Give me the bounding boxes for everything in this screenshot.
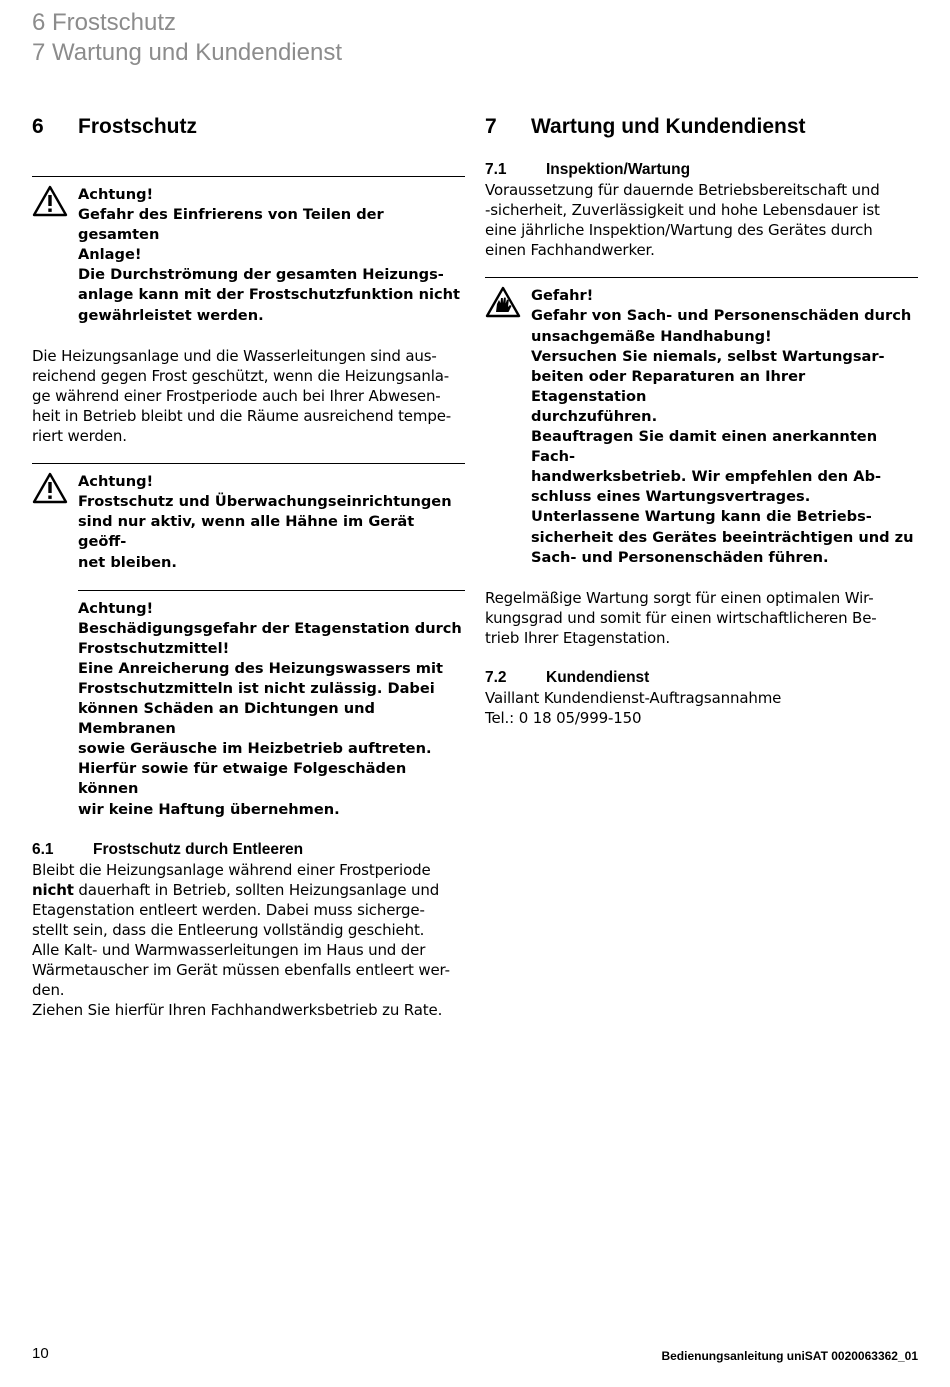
warning-line: gewährleistet werden. bbox=[78, 306, 264, 324]
warning-line: Eine Anreicherung des Heizungswassers mit bbox=[78, 659, 443, 677]
danger-line: beiten oder Reparaturen an Ihrer Etagenstation bbox=[531, 367, 806, 405]
section-7-heading bbox=[485, 114, 918, 140]
warning-line: Achtung! bbox=[78, 473, 154, 491]
warning-line: sowie Geräusche im Heizbetrieb auftreten. bbox=[78, 740, 432, 758]
section-7-2-heading bbox=[485, 668, 918, 688]
danger-line: Gefahr von Sach- und Personenschäden durch bbox=[531, 307, 912, 325]
warning-triangle-icon bbox=[32, 185, 78, 326]
text-line: Etagenstation entleert werden. Dabei muss sicherge- bbox=[32, 900, 425, 919]
text-line: riert werden. bbox=[32, 427, 127, 446]
danger-line: Sach- und Personenschäden führen. bbox=[531, 548, 829, 566]
danger-line: Unterlassene Wartung kann die Betriebs- bbox=[531, 508, 872, 526]
section-6-1-number: 6.1 bbox=[32, 840, 54, 858]
danger-line: unsachgemäße Handhabung! bbox=[531, 327, 772, 345]
section-7-2-number: 7.2 bbox=[485, 668, 507, 686]
running-header-line-1: 6 Frostschutz bbox=[32, 9, 177, 36]
danger-line: Gefahr! bbox=[531, 287, 594, 305]
warning-line: Frostschutzmitteln ist nicht zulässig. Dabei bbox=[78, 679, 435, 697]
warning-box-frost bbox=[32, 176, 465, 326]
text-line: ge während einer Frostperiode auch bei Ihrer Abwesen- bbox=[32, 386, 441, 405]
warning-line: Die Durchströmung der gesamten Heizungs- bbox=[78, 266, 444, 284]
section-6-1-title: Frostschutz durch Entleeren bbox=[93, 840, 304, 858]
frost-paragraph bbox=[32, 346, 465, 446]
text-line: Alle Kalt- und Warmwasserleitungen im Haus und der bbox=[32, 941, 426, 959]
text-line: Vaillant Kundendienst-Auftragsannahme bbox=[485, 688, 782, 707]
maintenance-paragraph bbox=[485, 588, 918, 648]
text-line: einen Fachhandwerker. bbox=[485, 241, 655, 260]
section-6-heading bbox=[32, 114, 465, 140]
text-line: -sicherheit, Zuverlässigkeit und hohe Lebensdauer ist bbox=[485, 201, 880, 220]
warning-line: wir keine Haftung übernehmen. bbox=[78, 800, 340, 818]
inspection-paragraph bbox=[485, 180, 918, 260]
left-column bbox=[32, 114, 465, 1020]
hand-danger-icon bbox=[485, 286, 531, 567]
bold-word: nicht bbox=[32, 880, 74, 899]
text-line: Bleibt die Heizungsanlage während einer Frostperiode bbox=[32, 860, 431, 879]
document-id: Bedienungsanleitung uniSAT 0020063362_01 bbox=[661, 1349, 918, 1363]
drain-paragraph bbox=[32, 860, 465, 1021]
text-line: reichend gegen Frost geschützt, wenn die Heizungsanla- bbox=[32, 366, 450, 385]
warning-line: Gefahr des Einfrierens von Teilen der gesamten bbox=[78, 206, 384, 244]
right-column bbox=[485, 114, 918, 728]
text-line: Wärmetauscher im Gerät müssen ebenfalls entleert wer- bbox=[32, 961, 450, 980]
text-line: stellt sein, dass die Entleerung vollständig geschieht. bbox=[32, 920, 425, 939]
text-line: eine jährliche Inspektion/Wartung des Gerätes durch bbox=[485, 221, 873, 240]
warning-line: Beschädigungsgefahr der Etagenstation durch bbox=[78, 619, 462, 637]
text-line: Die Heizungsanlage und die Wasserleitungen sind aus- bbox=[32, 346, 437, 365]
text-line: Voraussetzung für dauernde Betriebsbereitschaft und bbox=[485, 181, 880, 199]
warning-line: Frostschutz und Überwachungseinrichtungen bbox=[78, 493, 452, 511]
warning-line: Achtung! bbox=[78, 599, 154, 617]
danger-box bbox=[485, 277, 918, 567]
warning-line: Achtung! bbox=[78, 186, 154, 203]
section-7-1-heading bbox=[485, 160, 918, 180]
warning-line: anlage kann mit der Frostschutzfunktion nicht bbox=[78, 286, 461, 304]
danger-line: durchzuführen. bbox=[531, 407, 658, 425]
text-line: kungsgrad und somit für einen wirtschaftlicheren Be- bbox=[485, 608, 877, 627]
warning-line: sind nur aktiv, wenn alle Hähne im Gerät geöff- bbox=[78, 513, 415, 551]
section-6-1-heading bbox=[32, 840, 465, 860]
running-header bbox=[32, 8, 342, 68]
warning-line: net bleiben. bbox=[78, 553, 177, 571]
warning-line: Frostschutzmittel! bbox=[78, 639, 230, 657]
section-6-title: Frostschutz bbox=[78, 115, 198, 138]
danger-line: Versuchen Sie niemals, selbst Wartungsar- bbox=[531, 347, 885, 365]
danger-line: sicherheit des Gerätes beeinträchtigen und zu bbox=[531, 528, 914, 546]
text-line: trieb Ihrer Etagenstation. bbox=[485, 628, 670, 647]
warning-box-antifreeze bbox=[78, 590, 465, 820]
danger-line: Beauftragen Sie damit einen anerkannten Fach- bbox=[531, 428, 878, 466]
text-line: Regelmäßige Wartung sorgt für einen optimalen Wir- bbox=[485, 588, 874, 607]
text-line: heit in Betrieb bleibt und die Räume ausreichend tempe- bbox=[32, 406, 452, 425]
section-7-1-number: 7.1 bbox=[485, 161, 507, 178]
section-6-number: 6 bbox=[32, 115, 44, 138]
section-7-2-title: Kundendienst bbox=[546, 668, 650, 686]
section-7-number: 7 bbox=[485, 115, 497, 138]
running-header-line-2: 7 Wartung und Kundendienst bbox=[32, 39, 342, 66]
phone-number: Tel.: 0 18 05/999-150 bbox=[485, 709, 642, 728]
section-7-1-title: Inspektion/Wartung bbox=[546, 161, 691, 178]
text-span: dauerhaft in Betrieb, sollten Heizungsanlage und bbox=[73, 880, 440, 899]
page-number: 10 bbox=[32, 1345, 49, 1362]
danger-line: schluss eines Wartungsvertrages. bbox=[531, 488, 811, 506]
text-line: den. bbox=[32, 981, 65, 1000]
danger-line: handwerksbetrieb. Wir empfehlen den Ab- bbox=[531, 468, 882, 486]
warning-box-taps bbox=[32, 463, 465, 572]
text-line bbox=[32, 880, 465, 900]
warning-triangle-icon bbox=[32, 472, 78, 572]
warning-line: können Schäden an Dichtungen und Membranen bbox=[78, 700, 375, 738]
service-paragraph bbox=[485, 688, 918, 728]
warning-line: Anlage! bbox=[78, 246, 142, 264]
text-line: Ziehen Sie hierfür Ihren Fachhandwerksbetrieb zu Rate. bbox=[32, 1001, 443, 1020]
section-7-title: Wartung und Kundendienst bbox=[531, 115, 806, 138]
warning-line: Hierfür sowie für etwaige Folgeschäden können bbox=[78, 760, 407, 798]
